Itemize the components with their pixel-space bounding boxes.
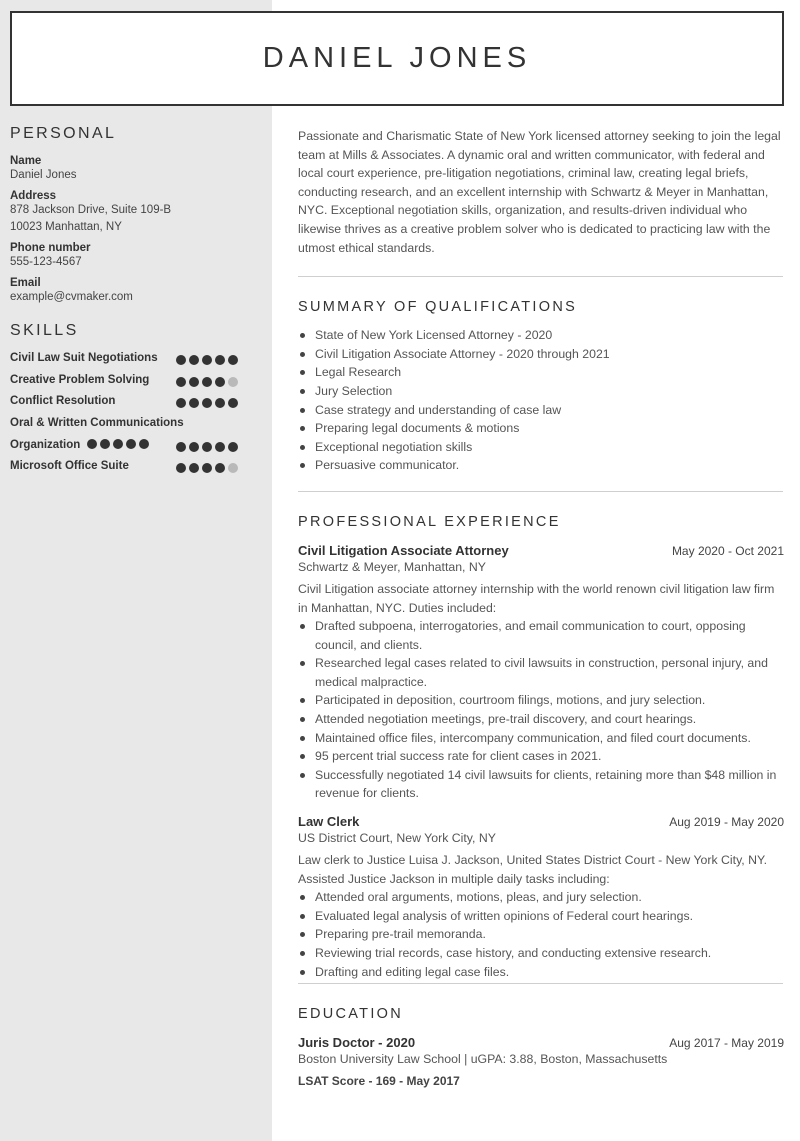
phone-value: 555-123-4567 [10, 256, 82, 268]
job-duties-list [298, 888, 784, 981]
skill-item [10, 352, 260, 374]
rating-dot-filled [176, 442, 186, 452]
list-item: Attended negotiation meetings, pre-trail discovery, and court hearings. [298, 710, 784, 729]
rating-dot-filled [228, 442, 238, 452]
rating-dot-filled [202, 398, 212, 408]
education-header [298, 1035, 784, 1050]
rating-dot-filled [202, 377, 212, 387]
section-divider [298, 983, 783, 984]
phone-label: Phone number [10, 242, 91, 254]
rating-dot-filled [100, 439, 110, 449]
address-line-2: 10023 Manhattan, NY [10, 221, 122, 233]
experience-heading: PROFESSIONAL EXPERIENCE [298, 513, 561, 530]
rating-dot-filled [176, 463, 186, 473]
list-item: Jury Selection [298, 382, 784, 401]
skill-name: Creative Problem Solving [10, 373, 150, 386]
address-label: Address [10, 190, 57, 202]
rating-dot-filled [87, 439, 97, 449]
rating-dot-filled [113, 439, 123, 449]
degree-title: Juris Doctor - 2020 [298, 1035, 416, 1051]
job-description: Law clerk to Justice Luisa J. Jackson, United States District Court - New York City, NY. Assisted Justice Jackson in multiple daily tasks including: [298, 853, 768, 886]
personal-address-field [10, 190, 260, 236]
skill-item [10, 417, 260, 439]
list-item: Researched legal cases related to civil lawsuits in construction, personal injury, and medical malpractice. [298, 654, 784, 691]
school-name: Boston University Law School | uGPA: 3.88, Boston, Massachusetts [298, 1052, 668, 1067]
rating-dot-filled [126, 439, 136, 449]
skill-name: Organization [10, 438, 81, 451]
job-title: Civil Litigation Associate Attorney [298, 542, 509, 558]
list-item: Legal Research [298, 363, 784, 382]
list-item: Drafting and editing legal case files. [298, 963, 784, 982]
rating-dot-filled [215, 442, 225, 452]
list-item: 95 percent trial success rate for client cases in 2021. [298, 747, 784, 766]
rating-dot-filled [189, 463, 199, 473]
job-dates: Aug 2019 - May 2020 [669, 815, 784, 830]
list-item: Case strategy and understanding of case law [298, 401, 784, 420]
name-value: Daniel Jones [10, 169, 77, 181]
list-item: Evaluated legal analysis of written opinions of Federal court hearings. [298, 907, 784, 926]
rating-dot-filled [215, 377, 225, 387]
list-item: State of New York Licensed Attorney - 2020 [298, 326, 784, 345]
skills-heading: SKILLS [10, 322, 79, 339]
skill-rating [176, 442, 238, 452]
rating-dot-filled [176, 377, 186, 387]
name-header [10, 11, 784, 106]
job-duties-list [298, 617, 784, 803]
skill-item [10, 439, 260, 461]
list-item: Preparing legal documents & motions [298, 419, 784, 438]
rating-dot-filled [189, 377, 199, 387]
job-entry [298, 814, 784, 981]
list-item: Successfully negotiated 14 civil lawsuits for clients, retaining more than $48 million in revenue for clients. [298, 766, 784, 803]
rating-dot-filled [228, 398, 238, 408]
main-content [298, 127, 784, 1088]
job-company: US District Court, New York City, NY [298, 831, 496, 846]
rating-dot-filled [189, 442, 199, 452]
list-item: Exceptional negotiation skills [298, 438, 784, 457]
rating-dot-filled [189, 355, 199, 365]
skill-name-with-rating [10, 439, 149, 451]
sidebar [10, 125, 260, 482]
skill-rating [176, 355, 238, 365]
rating-dot-filled [189, 398, 199, 408]
rating-dot-filled [228, 355, 238, 365]
list-item: Persuasive communicator. [298, 456, 784, 475]
personal-phone-field [10, 242, 260, 271]
education-heading: EDUCATION [298, 1006, 404, 1023]
skill-name: Civil Law Suit Negotiations [10, 352, 158, 364]
list-item: Attended oral arguments, motions, pleas, and jury selection. [298, 888, 784, 907]
job-header [298, 543, 784, 558]
education-dates: Aug 2017 - May 2019 [669, 1036, 784, 1051]
rating-dot-filled [176, 355, 186, 365]
skill-item [10, 395, 260, 417]
rating-dot-filled [202, 463, 212, 473]
personal-name-field [10, 155, 260, 184]
skill-item [10, 374, 260, 396]
qualifications-heading: SUMMARY OF QUALIFICATIONS [298, 299, 578, 316]
personal-heading: PERSONAL [10, 125, 117, 142]
job-title: Law Clerk [298, 814, 360, 830]
skill-name: Conflict Resolution [10, 395, 116, 408]
rating-dot-filled [139, 439, 149, 449]
rating-dot-empty [228, 463, 238, 473]
skill-rating [176, 463, 238, 473]
skill-rating [87, 439, 149, 449]
personal-email-field [10, 277, 260, 306]
section-divider [298, 276, 783, 277]
rating-dot-filled [176, 398, 186, 408]
candidate-name: DANIEL JONES [262, 42, 532, 74]
profile-summary: Passionate and Charismatic State of New York licensed attorney seeking to join the legal team at Mills & Associates. A dynamic oral and written communicator, with federal and local court experience, pre-litigation negotiations, criminal law, creating legal briefs, conducting research, and an excellent internship with Schwartz & Meyer in Manhattan, NYC. Exceptional negotiation skills, organization, and results-driven individual who likewise thrives as a creative problem solver who is dedicated to practicing law with the utmost ethical standards. [298, 129, 781, 255]
rating-dot-empty [228, 377, 238, 387]
section-divider [298, 491, 783, 492]
qualifications-list [298, 326, 784, 475]
list-item: Drafted subpoena, interrogatories, and email communication to court, opposing council, and clients. [298, 617, 784, 654]
skill-rating [176, 377, 238, 387]
list-item: Reviewing trial records, case history, and conducting extensive research. [298, 944, 784, 963]
rating-dot-filled [202, 442, 212, 452]
job-header [298, 814, 784, 829]
job-entry [298, 543, 784, 803]
skill-rating [176, 398, 238, 408]
skill-item [10, 460, 260, 482]
job-company: Schwartz & Meyer, Manhattan, NY [298, 559, 486, 574]
rating-dot-filled [215, 463, 225, 473]
rating-dot-filled [202, 355, 212, 365]
list-item: Civil Litigation Associate Attorney - 2020 through 2021 [298, 345, 784, 364]
rating-dot-filled [215, 398, 225, 408]
address-line-1: 878 Jackson Drive, Suite 109-B [10, 204, 172, 216]
skill-name: Microsoft Office Suite [10, 460, 129, 473]
email-label: Email [10, 277, 41, 289]
name-label: Name [10, 155, 42, 167]
job-dates: May 2020 - Oct 2021 [671, 543, 784, 558]
email-value: example@cvmaker.com [10, 291, 133, 303]
job-description: Civil Litigation associate attorney internship with the world renown civil litigation law firm in Manhattan, NYC. Duties included: [298, 581, 775, 615]
rating-dot-filled [215, 355, 225, 365]
education-entry [298, 1035, 784, 1088]
list-item: Maintained office files, intercompany communication, and filed court documents. [298, 729, 784, 748]
list-item: Participated in deposition, courtroom filings, motions, and jury selection. [298, 691, 784, 710]
list-item: Preparing pre-trail memoranda. [298, 925, 784, 944]
lsat-score: LSAT Score - 169 - May 2017 [298, 1074, 460, 1089]
skill-name: Oral & Written Communications [10, 417, 184, 430]
